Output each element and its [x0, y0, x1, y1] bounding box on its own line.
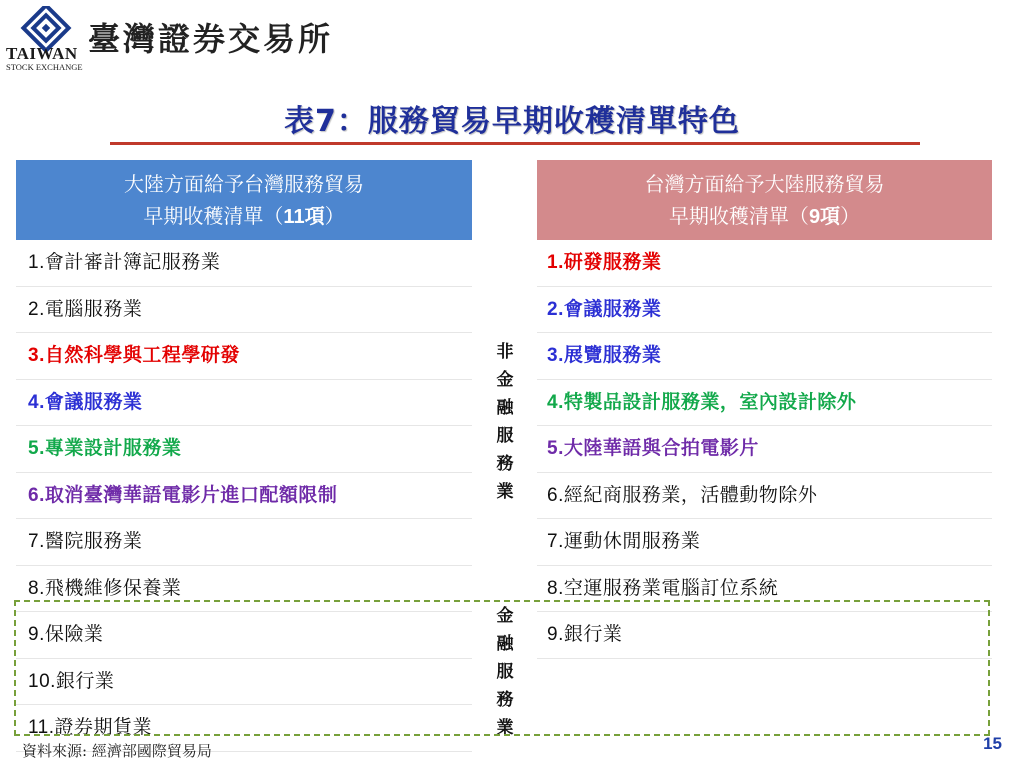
left-header-count: 11項 [283, 205, 325, 228]
logo-text-stock-exchange: STOCK EXCHANGE [6, 62, 83, 72]
slide-title: 表7：服務貿易早期收穫清單特色 [284, 104, 740, 139]
source-note: 資料來源: 經濟部國際貿易局 [22, 742, 212, 760]
list-item: 3.自然科學與工程學研發 [16, 333, 472, 380]
list-item: 9.保險業 [16, 612, 472, 659]
left-header-line2 [16, 200, 472, 233]
right-header-count: 9項 [808, 205, 841, 228]
financial-services-highlight-box [14, 600, 990, 736]
left-table-header [16, 160, 472, 240]
right-list [537, 240, 992, 659]
left-header-prefix: 早期收穫清單（ [143, 203, 284, 228]
list-item: 8.飛機維修保養業 [16, 566, 472, 613]
list-item: 10.銀行業 [16, 659, 472, 706]
list-item: 4.特製品設計服務業，室內設計除外 [537, 380, 992, 427]
list-item: 8.空運服務業電腦訂位系統 [537, 566, 992, 613]
logo-text-taiwan: TAIWAN [6, 44, 78, 63]
left-header-suffix: ） [324, 203, 345, 228]
right-header-line2 [537, 200, 992, 233]
list-item: 6.經紀商服務業，活體動物除外 [537, 473, 992, 520]
list-item: 3.展覽服務業 [537, 333, 992, 380]
title-underline [110, 142, 920, 145]
right-header-prefix: 早期收穫清單（ [668, 203, 809, 228]
list-item: 1.會計審計簿記服務業 [16, 240, 472, 287]
list-item: 6.取消臺灣華語電影片進口配額限制 [16, 473, 472, 520]
list-item: 2.電腦服務業 [16, 287, 472, 334]
list-item: 5.專業設計服務業 [16, 426, 472, 473]
left-header-line1: 大陸方面給予台灣服務貿易 [124, 171, 364, 196]
list-item: 11.證券期貨業 [16, 705, 472, 752]
page-number: 15 [983, 734, 1002, 753]
list-item: 4.會議服務業 [16, 380, 472, 427]
non-financial-label: 非 金 融 服 務 業 [496, 342, 514, 502]
list-item: 9.銀行業 [537, 612, 992, 659]
right-header-suffix: ） [840, 203, 861, 228]
list-item: 7.運動休閒服務業 [537, 519, 992, 566]
list-item: 7.醫院服務業 [16, 519, 472, 566]
financial-label: 金 融 服 務 業 [496, 606, 514, 738]
right-table-header [537, 160, 992, 240]
list-item: 5.大陸華語與合拍電影片 [537, 426, 992, 473]
list-item: 1.研發服務業 [537, 240, 992, 287]
right-header-line1: 台灣方面給予大陸服務貿易 [644, 171, 885, 196]
organization-name: 臺灣證券交易所 [88, 20, 334, 58]
list-item: 2.會議服務業 [537, 287, 992, 334]
